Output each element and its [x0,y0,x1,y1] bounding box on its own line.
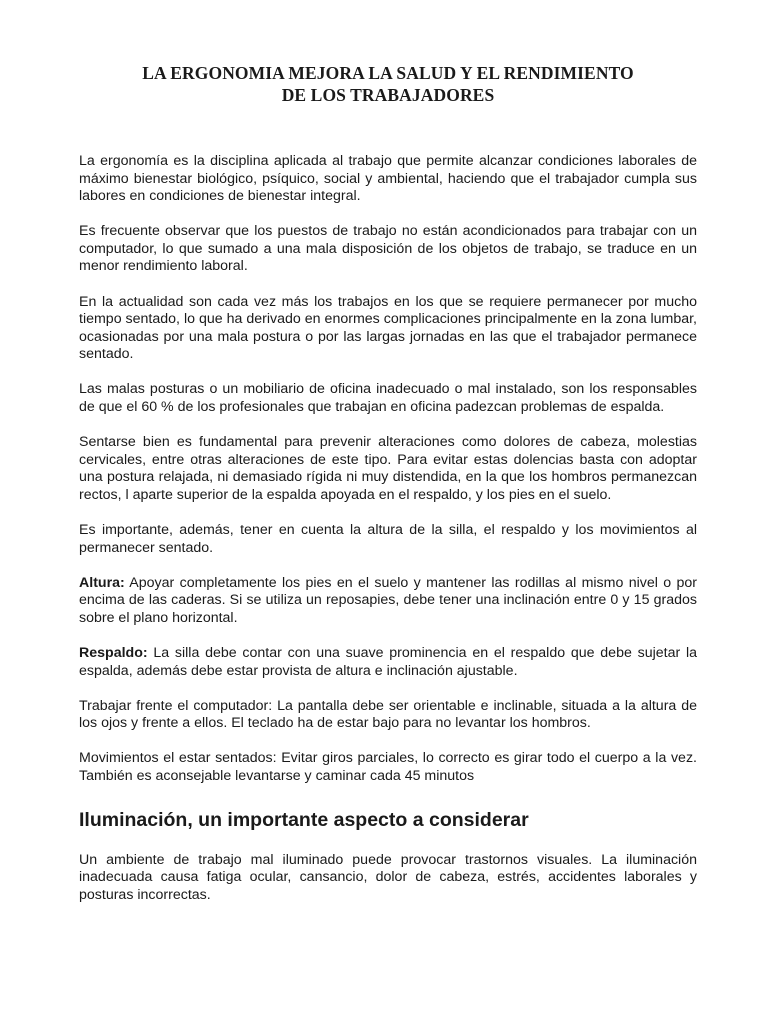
paragraph-es-importante: Es importante, además, tener en cuenta la altura de la silla, el respaldo y los movimientos al permanecer sentado. [79,522,697,556]
paragraph-puestos-trabajo: Es frecuente observar que los puestos de trabajo no están acondicionados para trabajar con un computador, lo que sumado a una mala disposición de los objetos de trabajo, se traduce en un menor rendimiento laboral. [79,223,697,275]
altura-text: Apoyar completamente los pies en el suelo y mantener las rodillas al mismo nivel o por encima de las caderas. Si se utiliza un reposapies, debe tener una inclinación entre 0 y 15 grados sobre el plano horizontal. [79,574,697,626]
respaldo-label: Respaldo: [79,644,148,661]
paragraph-iluminacion: Un ambiente de trabajo mal iluminado puede provocar trastornos visuales. La iluminación inadecuada causa fatiga ocular, cansancio, dolor de cabeza, estrés, accidentes laborales y posturas incorrectas. [79,851,697,903]
paragraph-permanecer-sentado: En la actualidad son cada vez más los trabajos en los que se requiere permanecer por mucho tiempo sentado, lo que ha derivado en enormes complicaciones principalmente en la zona lumbar, ocasionadas por una mala postura o por las largas jornadas en las que el trabajador permanece sentado. [79,293,697,363]
paragraph-malas-posturas: Las malas posturas o un mobiliario de oficina inadecuado o mal instalado, son los responsables de que el 60 % de los profesionales que trabajan en oficina padezcan problemas de espalda. [79,381,697,416]
paragraph-sentarse-bien: Sentarse bien es fundamental para prevenir alteraciones como dolores de cabeza, molestias cervicales, entre otras alteraciones de este tipo. Para evitar estas dolencias basta con adoptar una postura relajada, ni demasiado rígida ni muy distendida, en la que los hombros permanezcan rectos, l aparte superior de la espalda apoyada en el respaldo, y los pies en el suelo. [79,434,697,503]
document-title [79,62,697,106]
paragraph-respaldo [79,645,697,680]
paragraph-computador: Trabajar frente el computador: La pantalla debe ser orientable e inclinable, situada a la altura de los ojos y frente a ellos. El teclado ha de estar bajo para no levantar los hombros. [79,697,697,732]
paragraph-altura [79,575,697,628]
document-title-line-2: DE LOS TRABAJADORES [281,85,495,105]
document-title-line-1: LA ERGONOMIA MEJORA LA SALUD Y EL RENDIMIENTO [142,63,634,83]
paragraph-movimientos: Movimientos el estar sentados: Evitar giros parciales, lo correcto es girar todo el cuerpo a la vez. También es aconsejable levantarse y caminar cada 45 minutos [79,750,697,784]
respaldo-text: La silla debe contar con una suave prominencia en el respaldo que debe sujetar la espalda, además debe estar provista de altura e inclinación ajustable. [79,644,697,679]
paragraph-ergonomia-definicion: La ergonomía es la disciplina aplicada al trabajo que permite alcanzar condiciones laborales de máximo bienestar biológico, psíquico, social y ambiental, haciendo que el trabajador cumpla sus labores en condiciones de bienestar integral. [79,153,697,205]
document-page [79,0,697,922]
altura-label: Altura: [79,574,125,591]
section-heading-iluminacion: Iluminación, un importante aspecto a considerar [79,808,529,831]
document-body [79,153,697,904]
